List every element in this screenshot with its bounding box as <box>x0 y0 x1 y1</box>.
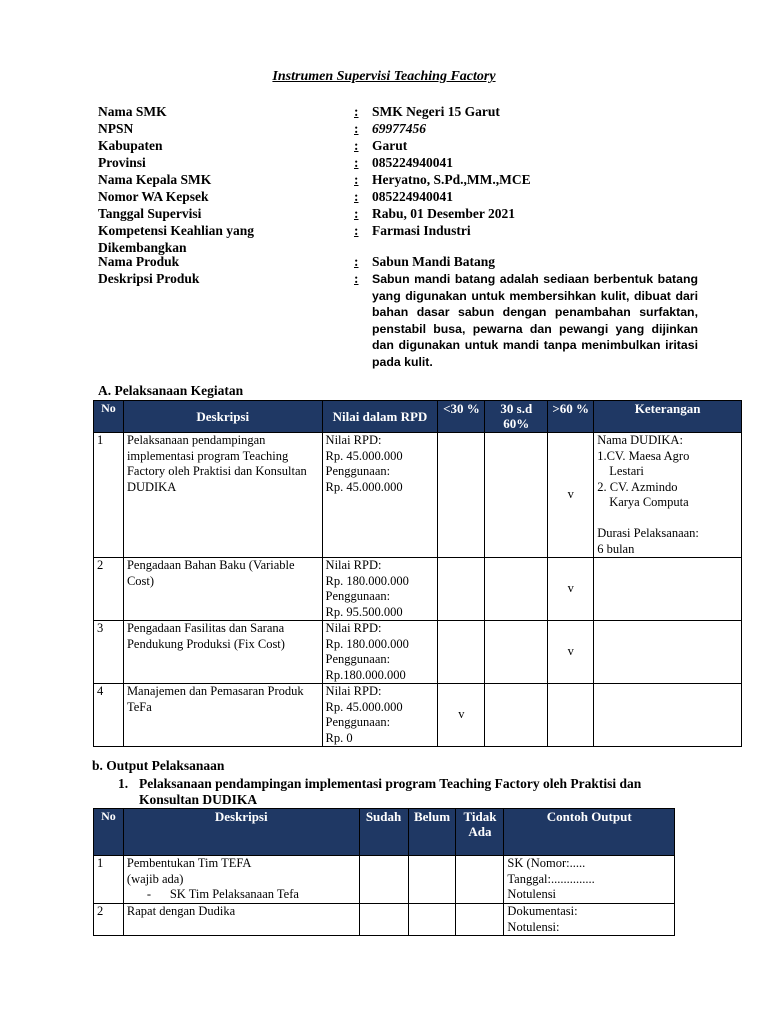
nilai-line: Penggunaan: <box>325 715 391 729</box>
row-contoh-output <box>504 856 675 904</box>
cell-tidak-ada[interactable] <box>456 856 504 904</box>
table-row <box>94 904 675 936</box>
desc-line: - SK Tim Pelaksanaan Tefa <box>146 887 299 901</box>
cell-sudah[interactable] <box>359 904 408 936</box>
table-header <box>94 809 675 856</box>
check-over-60: v <box>548 433 594 558</box>
output-table <box>93 808 675 936</box>
table-row <box>94 433 742 558</box>
info-label: Kompetensi Keahlian yang Dikembangkan <box>98 223 255 255</box>
row-nilai <box>322 684 438 747</box>
header-contoh-output: Contoh Output <box>504 809 675 856</box>
nilai-line: Nilai RPD: <box>325 684 382 698</box>
ket-line: 6 bulan <box>597 541 635 556</box>
row-deskripsi: Pengadaan Bahan Baku (Variable Cost) <box>123 558 322 621</box>
row-keterangan <box>594 433 742 558</box>
check-30-60 <box>485 558 548 621</box>
info-colon: : <box>354 189 359 204</box>
cell-tidak-ada[interactable] <box>456 904 504 936</box>
row-no: 1 <box>94 856 124 904</box>
header-30-60: 30 s.d 60% <box>485 401 548 433</box>
contoh-line: Notulensi <box>507 887 557 901</box>
info-label: Provinsi <box>98 155 146 170</box>
info-colon: : <box>354 155 359 170</box>
table-row <box>94 621 742 684</box>
nilai-line: Rp. 180.000.000 <box>325 636 409 651</box>
info-colon: : <box>354 206 359 221</box>
info-label: Deskripsi Produk <box>98 271 200 286</box>
header-over-60: >60 % <box>548 401 594 433</box>
section-a-title: A. Pelaksanaan Kegiatan <box>98 383 244 398</box>
section-b-title: b. Output Pelaksanaan <box>92 758 225 773</box>
row-no: 1 <box>94 433 124 558</box>
ket-line: Karya Computa <box>609 495 689 509</box>
info-value: 085224940041 <box>372 189 453 204</box>
row-deskripsi: Manajemen dan Pemasaran Produk TeFa <box>123 684 322 747</box>
row-no: 2 <box>94 558 124 621</box>
check-under-30 <box>438 558 485 621</box>
info-colon: : <box>354 271 359 286</box>
info-value: 085224940041 <box>372 155 453 170</box>
info-label: Nomor WA Kepsek <box>98 189 209 204</box>
info-value: 69977456 <box>372 121 426 136</box>
info-label: Nama Produk <box>98 254 180 269</box>
document-title: Instrumen Supervisi Teaching Factory <box>272 69 496 84</box>
ket-line: Lestari <box>609 464 644 478</box>
contoh-line: Dokumentasi: <box>507 904 578 918</box>
row-contoh-output <box>504 904 675 936</box>
row-no: 3 <box>94 621 124 684</box>
info-label: Kabupaten <box>98 138 163 153</box>
header-nilai: Nilai dalam RPD <box>322 401 438 433</box>
check-under-30 <box>438 621 485 684</box>
nilai-line: Nilai RPD: <box>325 558 382 572</box>
info-colon: : <box>354 138 359 153</box>
info-colon: : <box>354 172 359 187</box>
row-keterangan <box>594 684 742 747</box>
info-value: Sabun Mandi Batang <box>372 254 496 269</box>
nilai-line: Nilai RPD: <box>325 433 382 447</box>
header-deskripsi: Deskripsi <box>123 809 359 856</box>
info-colon: : <box>354 121 359 136</box>
row-deskripsi <box>123 904 359 936</box>
nilai-line: Rp. 95.500.000 <box>325 604 403 619</box>
header-under-30: <30 % <box>438 401 485 433</box>
table-row <box>94 856 675 904</box>
check-under-30 <box>438 433 485 558</box>
info-colon: : <box>354 104 359 119</box>
ket-line: Durasi Pelaksanaan: <box>597 526 699 540</box>
check-30-60 <box>485 621 548 684</box>
info-value: Rabu, 01 Desember 2021 <box>372 206 515 221</box>
row-deskripsi <box>123 856 359 904</box>
row-deskripsi: Pelaksanaan pendampingan implementasi program Teaching Factory oleh Praktisi dan Konsultan DUDIKA <box>123 433 322 558</box>
contoh-line: SK (Nomor:..... <box>507 856 586 870</box>
info-label: Tanggal Supervisi <box>98 206 202 221</box>
ket-spacer <box>597 511 738 527</box>
section-b-item-title: Pelaksanaan pendampingan implementasi program Teaching Factory oleh Praktisi dan Konsultan DUDIKA <box>139 776 642 807</box>
nilai-line: Penggunaan: <box>325 464 391 478</box>
info-label: Nama Kepala SMK <box>98 172 212 187</box>
section-b-item-number: 1. <box>118 776 129 791</box>
desc-line: (wajib ada) <box>126 871 184 886</box>
nilai-line: Rp. 180.000.000 <box>325 573 409 588</box>
nilai-line: Rp. 45.000.000 <box>325 448 403 463</box>
header-belum: Belum <box>408 809 456 856</box>
desc-line: Rapat dengan Dudika <box>126 904 236 918</box>
info-value: SMK Negeri 15 Garut <box>372 104 500 119</box>
row-nilai <box>322 433 438 558</box>
info-colon: : <box>354 223 359 238</box>
check-30-60 <box>485 684 548 747</box>
info-value: Farmasi Industri <box>372 223 471 238</box>
header-no: No <box>94 401 124 433</box>
nilai-line: Rp. 0 <box>325 730 353 745</box>
info-colon: : <box>354 254 359 269</box>
cell-belum[interactable] <box>408 856 456 904</box>
table-row <box>94 558 742 621</box>
info-label: Nama SMK <box>98 104 167 119</box>
row-keterangan <box>594 558 742 621</box>
info-value: Garut <box>372 138 408 153</box>
contoh-line: Notulensi: <box>507 919 560 934</box>
row-nilai <box>322 558 438 621</box>
check-over-60: v <box>548 558 594 621</box>
nilai-line: Nilai RPD: <box>325 621 382 635</box>
check-under-30: v <box>438 684 485 747</box>
contoh-line: Tanggal:.............. <box>507 871 595 886</box>
info-label: NPSN <box>98 121 134 136</box>
header-keterangan: Keterangan <box>594 401 742 433</box>
row-deskripsi: Pengadaan Fasilitas dan Sarana Pendukung Produksi (Fix Cost) <box>123 621 322 684</box>
ket-line: 1.CV. Maesa Agro <box>597 448 690 463</box>
product-description: Sabun mandi batang adalah sediaan berbentuk batang yang digunakan untuk membersihkan kulit, dibuat dari bahan dasar sabun dengan penambahan surfaktan, penstabil busa, pewarna dan pewangi yang dijinkan dan digunakan untuk mandi tanpa menimbulkan iritasi pada kulit. <box>372 272 698 369</box>
table-row <box>94 684 742 747</box>
row-keterangan <box>594 621 742 684</box>
ket-line: 2. CV. Azmindo <box>597 479 678 494</box>
row-no: 2 <box>94 904 124 936</box>
nilai-line: Rp. 45.000.000 <box>325 699 403 714</box>
row-nilai <box>322 621 438 684</box>
header-tidak-ada: Tidak Ada <box>456 809 504 856</box>
header-deskripsi: Deskripsi <box>123 401 322 433</box>
nilai-line: Penggunaan: <box>325 652 391 666</box>
activity-table <box>93 400 742 747</box>
nilai-line: Penggunaan: <box>325 589 391 603</box>
check-30-60 <box>485 433 548 558</box>
info-value: Heryatno, S.Pd.,MM.,MCE <box>372 172 531 187</box>
desc-line: Pembentukan Tim TEFA <box>126 856 252 870</box>
nilai-line: Rp. 45.000.000 <box>325 479 403 494</box>
ket-line: Nama DUDIKA: <box>597 433 683 447</box>
header-sudah: Sudah <box>359 809 408 856</box>
row-no: 4 <box>94 684 124 747</box>
nilai-line: Rp.180.000.000 <box>325 667 406 682</box>
check-over-60: v <box>548 621 594 684</box>
cell-belum[interactable] <box>408 904 456 936</box>
check-over-60 <box>548 684 594 747</box>
table-header <box>94 401 742 433</box>
header-no: No <box>94 809 124 856</box>
cell-sudah[interactable] <box>359 856 408 904</box>
